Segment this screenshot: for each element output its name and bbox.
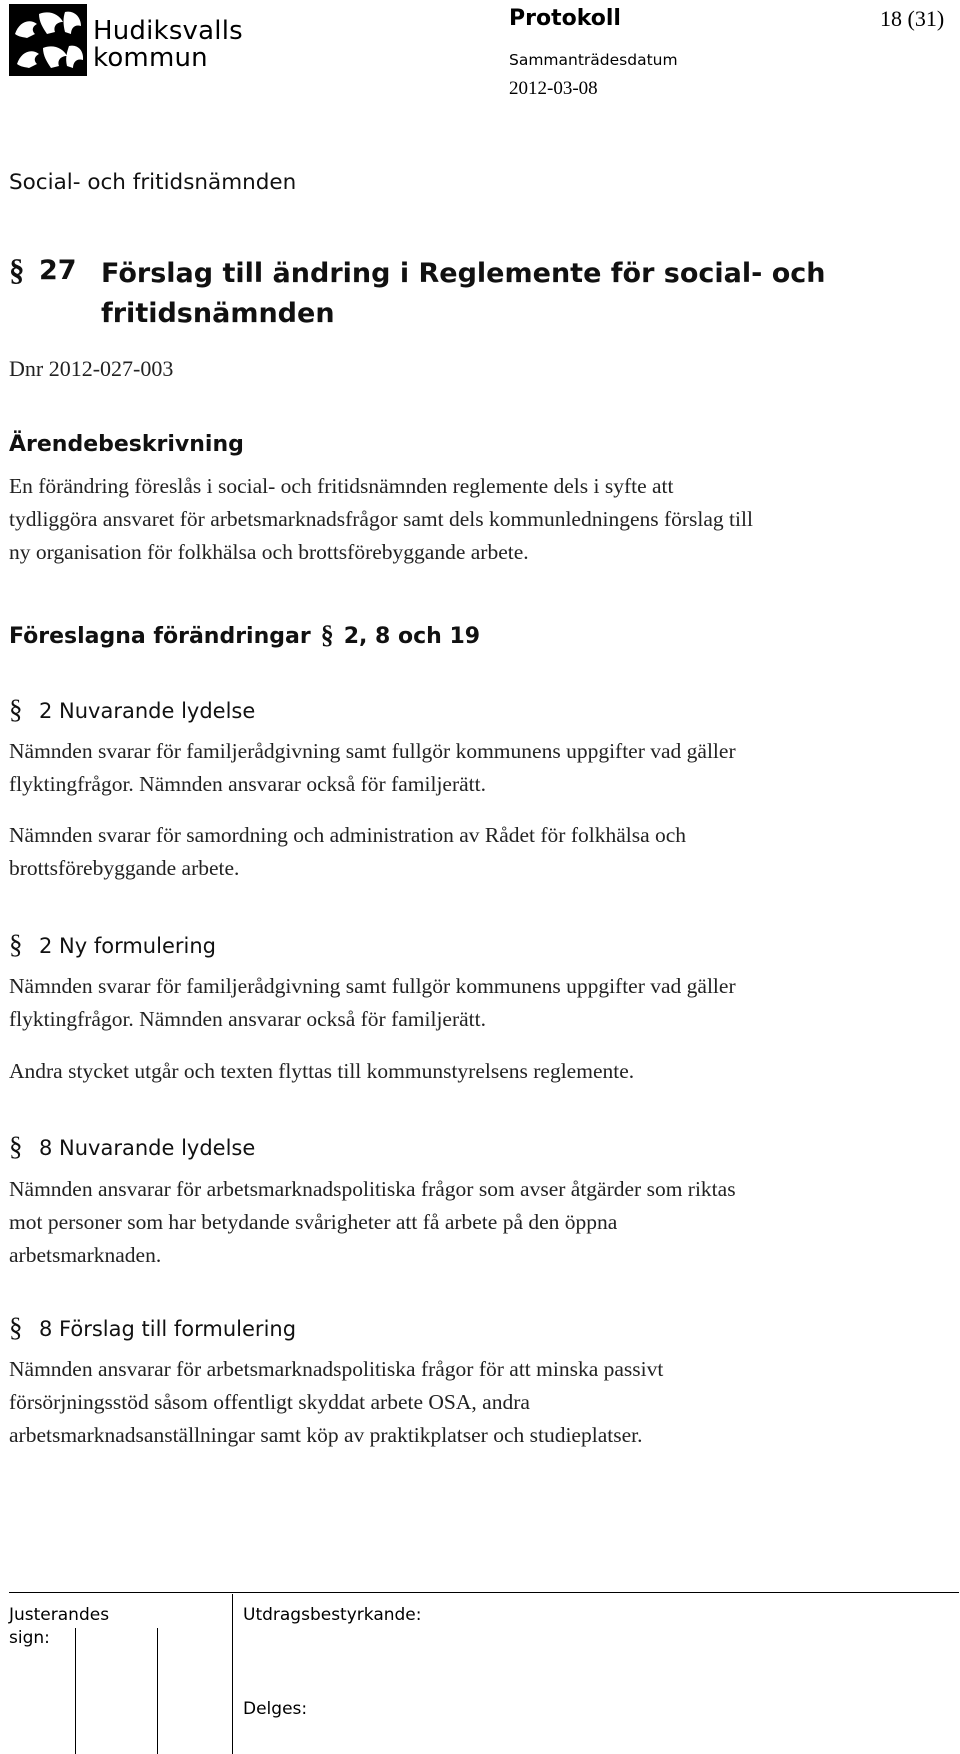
case-number: Dnr 2012-027-003 xyxy=(9,356,174,381)
block-heading-text: 8 Nuvarande lydelse xyxy=(39,1136,256,1160)
section-title-line-1: Förslag till ändring i Reglemente för social- och xyxy=(101,258,826,289)
municipality-logo xyxy=(9,4,243,76)
paragraph-line: försörjningsstöd såsom offentligt skyddat arbete OSA, andra xyxy=(9,1390,530,1414)
paragraph-line: arbetsmarknadsanställningar samt köp av praktikplatser och studieplatser. xyxy=(9,1423,643,1447)
paragraph-line: flyktingfrågor. Nämnden ansvarar också för familjerätt. xyxy=(9,772,486,796)
logo-line-1: Hudiksvalls xyxy=(93,16,243,46)
block-paragraph xyxy=(9,735,944,801)
changes-section-sign: § xyxy=(320,620,334,649)
block-heading xyxy=(9,929,216,960)
description-paragraph xyxy=(9,470,944,569)
committee-name: Social- och fritidsnämnden xyxy=(9,170,297,195)
paragraph-line: Nämnden ansvarar för arbetsmarknadspolitiska frågor för att minska passivt xyxy=(9,1357,664,1381)
block-paragraph xyxy=(9,1055,944,1088)
section-sign: § xyxy=(9,252,25,287)
section-title-line-2: fritidsnämnden xyxy=(101,298,335,329)
block-section-sign: § xyxy=(9,1131,23,1161)
paragraph-line: mot personer som har betydande svårigheter att få arbete på den öppna xyxy=(9,1210,618,1234)
goat-crest-icon xyxy=(9,4,87,76)
meeting-date-label: Sammanträdesdatum xyxy=(509,51,678,69)
changes-heading xyxy=(9,620,480,650)
distributed-to-label: Delges: xyxy=(243,1699,308,1719)
meeting-date: 2012-03-08 xyxy=(509,78,598,99)
logo-text xyxy=(93,18,243,72)
description-line-1: En förändring föreslås i social- och fritidsnämnden reglemente dels i syfte att xyxy=(9,474,674,498)
paragraph-line: flyktingfrågor. Nämnden ansvarar också för familjerätt. xyxy=(9,1007,486,1031)
description-line-2: tydliggöra ansvaret för arbetsmarknadsfrågor samt dels kommunledningens förslag till xyxy=(9,507,753,531)
paragraph-line: Andra stycket utgår och texten flyttas till kommunstyrelsens reglemente. xyxy=(9,1059,635,1083)
signature-box-divider xyxy=(157,1628,158,1754)
block-heading xyxy=(9,1131,255,1162)
block-section-sign: § xyxy=(9,694,23,724)
adjusters-signature-label xyxy=(9,1604,109,1650)
adjusters-label: Justerandes xyxy=(9,1605,110,1625)
paragraph-line: Nämnden svarar för samordning och administration av Rådet för folkhälsa och xyxy=(9,823,687,847)
paragraph-line: Nämnden ansvarar för arbetsmarknadspolitiska frågor som avser åtgärder som riktas xyxy=(9,1177,736,1201)
document-type: Protokoll xyxy=(509,6,621,31)
block-paragraph xyxy=(9,970,944,1036)
page-number: 18 (31) xyxy=(880,6,945,31)
signature-box-divider xyxy=(75,1628,76,1754)
block-heading xyxy=(9,1312,296,1343)
paragraph-line: brottsförebyggande arbete. xyxy=(9,856,240,880)
block-heading xyxy=(9,694,255,725)
changes-heading-text: Föreslagna förändringar xyxy=(9,624,311,649)
description-heading: Ärendebeskrivning xyxy=(9,432,244,457)
block-paragraph xyxy=(9,1353,944,1452)
block-heading-text: 2 Ny formulering xyxy=(39,934,216,958)
logo-line-2: kommun xyxy=(93,43,208,73)
block-paragraph xyxy=(9,819,944,885)
section-title xyxy=(101,254,861,334)
paragraph-line: Nämnden svarar för familjerådgivning samt fullgör kommunens uppgifter vad gäller xyxy=(9,739,736,763)
changes-heading-sections: 2, 8 och 19 xyxy=(343,624,481,649)
extract-certified-label: Utdragsbestyrkande: xyxy=(243,1605,422,1625)
paragraph-line: arbetsmarknaden. xyxy=(9,1243,162,1267)
description-line-3: ny organisation för folkhälsa och brottsförebyggande arbete. xyxy=(9,540,529,564)
block-paragraph xyxy=(9,1173,944,1272)
paragraph-line: Nämnden svarar för familjerådgivning samt fullgör kommunens uppgifter vad gäller xyxy=(9,974,736,998)
signature-box-divider xyxy=(232,1594,233,1754)
block-section-sign: § xyxy=(9,1312,23,1342)
signature-label: sign: xyxy=(9,1628,50,1648)
section-number: 27 xyxy=(39,255,77,286)
block-section-sign: § xyxy=(9,929,23,959)
block-heading-text: 2 Nuvarande lydelse xyxy=(39,699,256,723)
footer-divider xyxy=(9,1592,959,1593)
block-heading-text: 8 Förslag till formulering xyxy=(39,1317,297,1341)
